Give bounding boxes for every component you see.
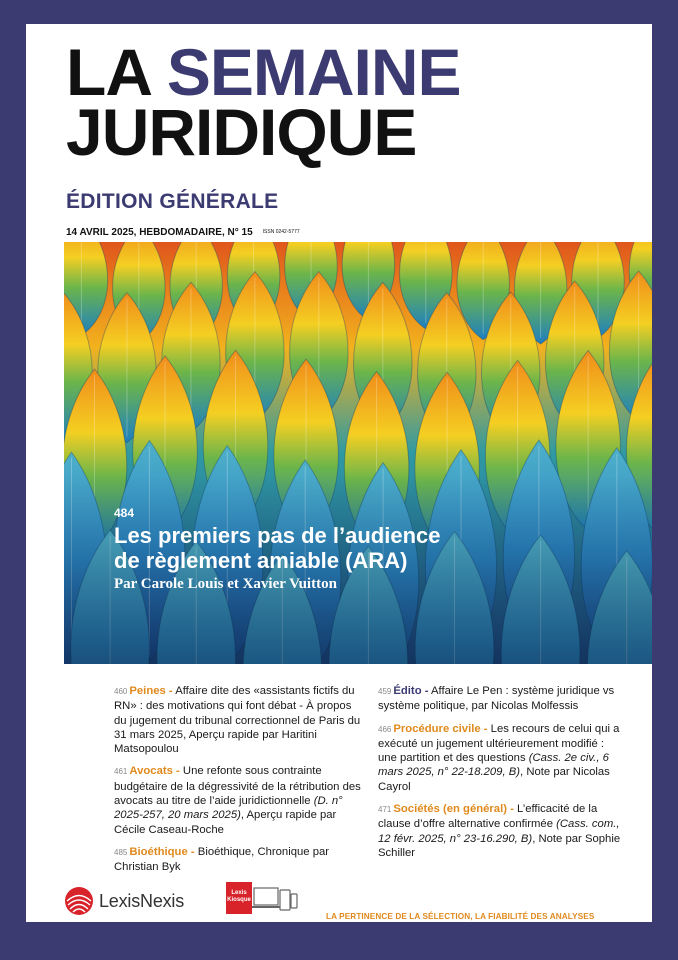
issue-line xyxy=(66,227,300,238)
entry-category: Sociétés (en général) - xyxy=(393,803,514,816)
entry-text: Les recours de celui qui a exécuté un jugement ultérieurement modifié : une partition et des questions xyxy=(378,722,620,765)
masthead xyxy=(66,35,461,169)
cover-page xyxy=(26,24,652,922)
entry-category: Procédure civile - xyxy=(393,722,488,735)
contents-right-column xyxy=(378,684,626,868)
issue-date: 14 AVRIL 2025, HEBDOMADAIRE, N° 15 xyxy=(66,227,253,238)
contents-entry[interactable] xyxy=(114,764,362,836)
entry-category: Édito - xyxy=(393,685,429,697)
entry-ref-number: 459 xyxy=(378,687,392,696)
cover-title-line-1: Les premiers pas de l’audience xyxy=(114,523,441,548)
entry-ref-number: 460 xyxy=(114,687,128,696)
masthead-la: LA xyxy=(66,35,167,109)
entry-author: , Aperçu rapide par Cécile Caseau-Roche xyxy=(114,809,337,836)
contents-entry[interactable] xyxy=(114,845,362,875)
entry-ref-number: 471 xyxy=(378,805,392,815)
cover-title-line-2: de règlement amiable (ARA) xyxy=(114,548,408,573)
masthead-line-1 xyxy=(66,35,461,109)
entry-text: Affaire Le Pen : système juridique vs système politique, par Nicolas Molfessis xyxy=(378,685,615,713)
kiosque-line-1: Lexis xyxy=(231,890,247,896)
entry-category: Peines - xyxy=(129,685,173,697)
entry-text: Une refonte sous contrainte budgétaire de la dégressivité de la rétribution des avocats au titre de l’aide juridictionnelle xyxy=(114,765,361,808)
entry-text: L’efficacité de la clause d’offre alternative confirmée xyxy=(378,803,598,831)
lexisnexis-wordmark: LexisNexis xyxy=(99,890,185,911)
cover-story-title xyxy=(114,523,440,573)
entry-ref-number: 461 xyxy=(114,767,128,777)
lexisnexis-logo xyxy=(64,886,184,916)
entry-text: Affaire dite des «assistants fictifs du RN» : des motivations qui font débat - À propos du jugement du tribunal correctionnel de Paris du 31 mars 2025, Aperçu rapide par Haritini Matsopoulou xyxy=(114,685,361,756)
cover-story-authors: Par Carole Louis et Xavier Vuitton xyxy=(114,576,337,592)
masthead-juridique: JURIDIQUE xyxy=(66,95,417,169)
entry-category: Avocats - xyxy=(129,765,180,778)
kiosque-red-badge xyxy=(226,882,252,914)
issn: ISSN 0242-5777 xyxy=(262,229,300,236)
entry-citation: (Cass. 2e civ., 6 mars 2025, n° 22-18.209, B) xyxy=(378,752,609,779)
kiosque-line-2: Kiosque xyxy=(227,897,251,903)
contents-left-column xyxy=(114,684,362,883)
masthead-semaine: SEMAINE xyxy=(166,35,461,109)
entry-author: , Note par Sophie Schiller xyxy=(378,832,621,859)
entry-ref-number: 466 xyxy=(378,724,392,734)
lexisnexis-globe-icon xyxy=(64,886,94,916)
feather-illustration xyxy=(64,242,652,664)
entry-category: Bioéthique - xyxy=(129,845,195,858)
devices-icon xyxy=(252,884,298,914)
edition-label: ÉDITION GÉNÉRALE xyxy=(66,190,279,213)
entry-text: Bioéthique, Chronique par Christian Byk xyxy=(114,845,330,874)
entry-ref-number: 485 xyxy=(114,847,128,857)
contents-entry[interactable] xyxy=(378,722,626,794)
contents-entry[interactable] xyxy=(378,802,626,860)
entry-author: , Note par Nicolas Cayrol xyxy=(378,766,610,793)
contents-entry[interactable] xyxy=(378,684,626,714)
contents-entry[interactable] xyxy=(114,684,362,756)
entry-citation: (Cass. com., 12 févr. 2025, n° 23-16.290, B) xyxy=(378,818,620,845)
lexis-kiosque-badge xyxy=(226,882,298,914)
entry-citation: (D. n° 2025-257, 20 mars 2025) xyxy=(114,795,343,822)
footer-slogan: LA PERTINENCE DE LA SÉLECTION, LA FIABILITÉ DES ANALYSES xyxy=(326,912,595,921)
cover-image xyxy=(64,242,652,664)
cover-story-number: 484 xyxy=(114,506,135,520)
cover-story[interactable] xyxy=(114,506,440,593)
